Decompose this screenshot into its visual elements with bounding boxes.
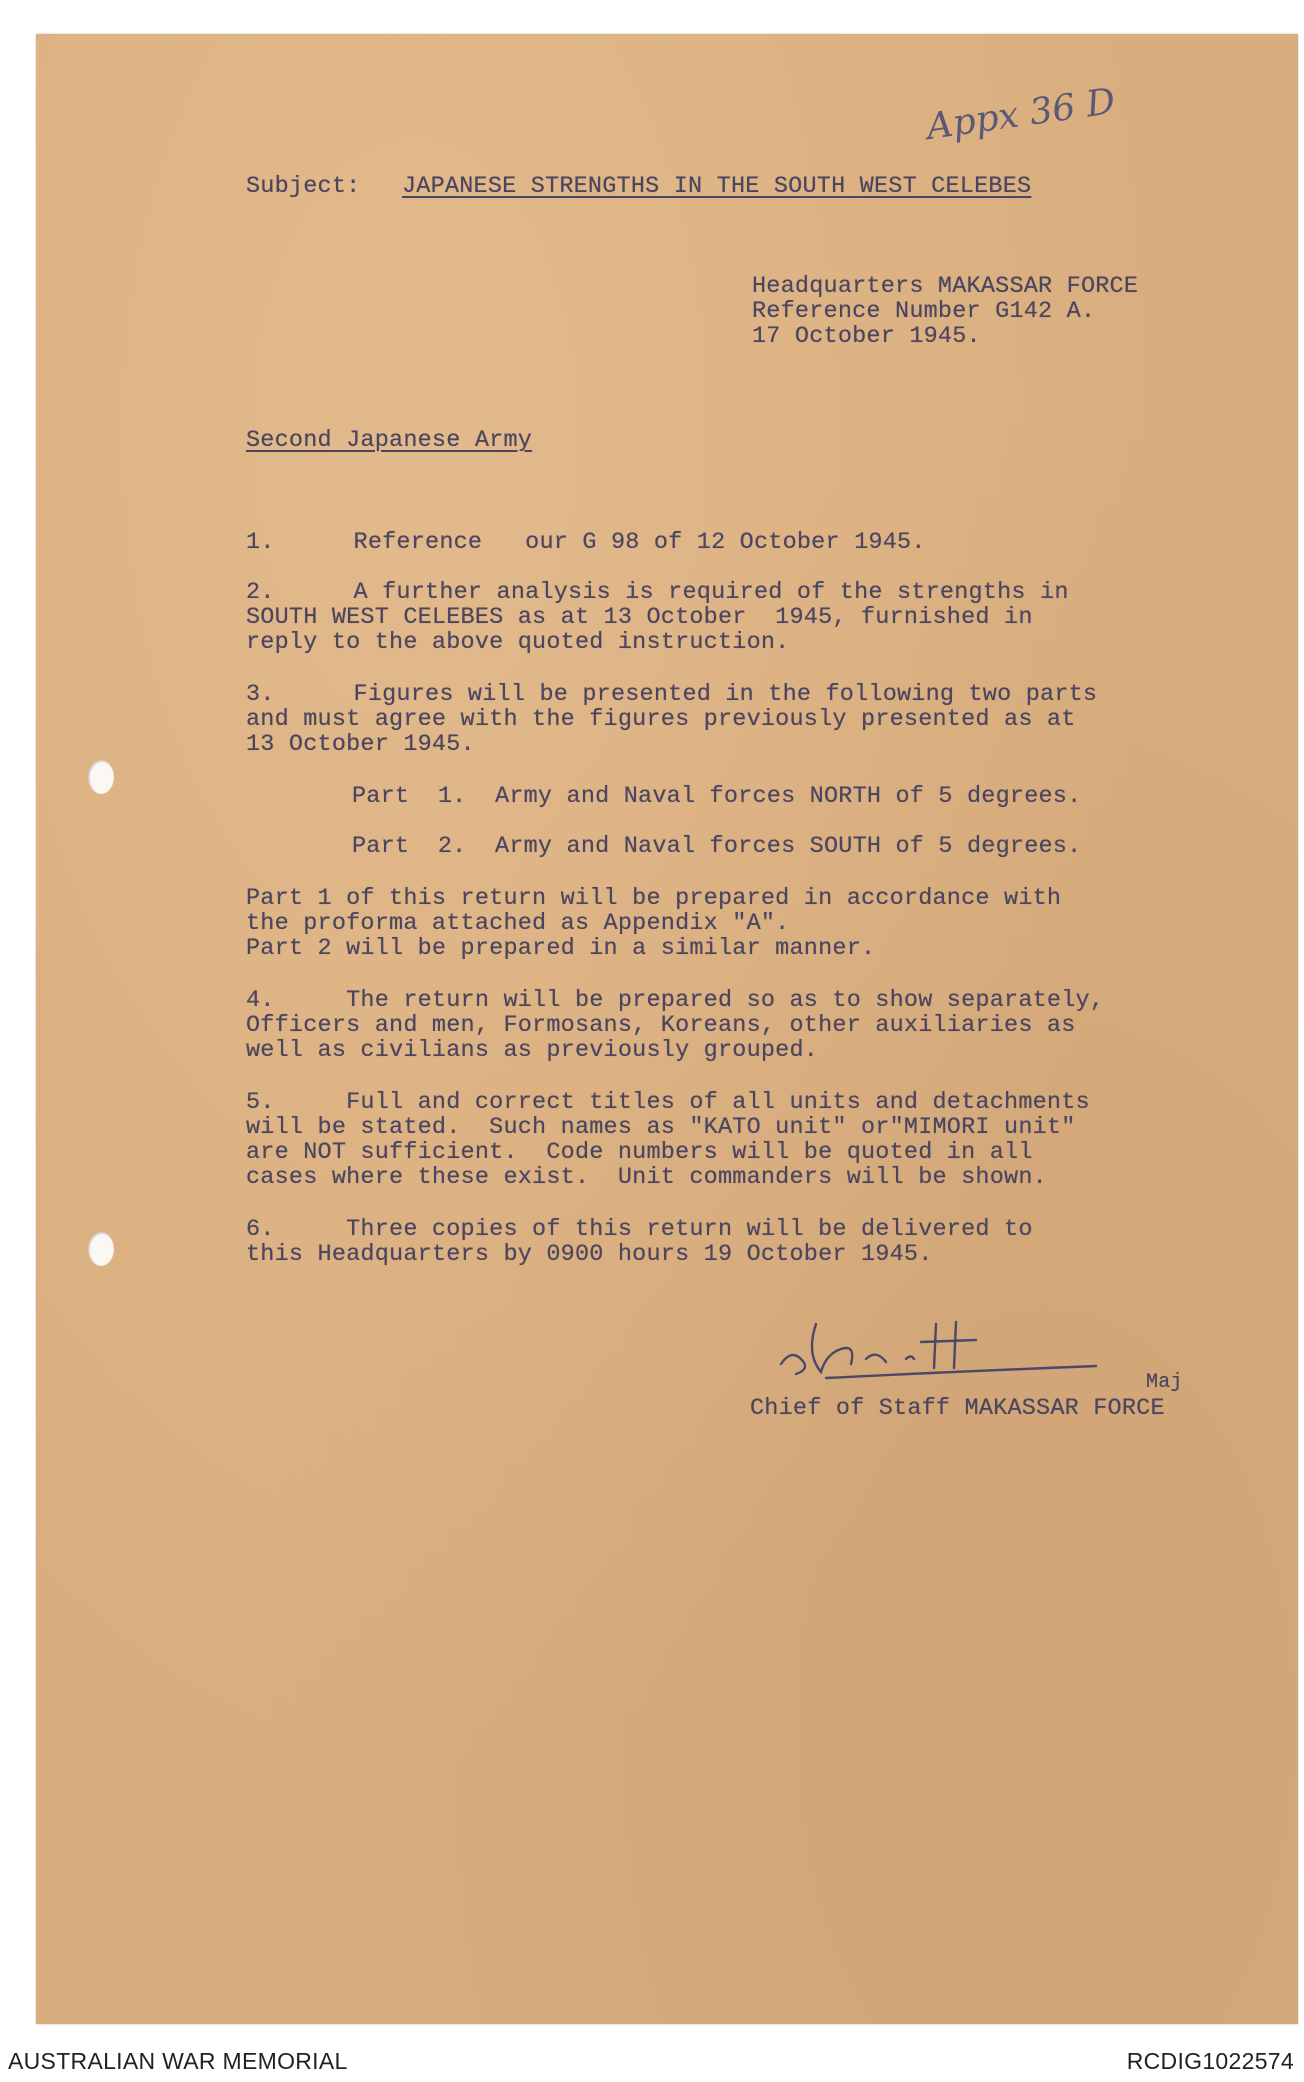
part-2-line: Part 2. Army and Naval forces SOUTH of 5 degrees. [352,833,1082,860]
footer-source: AUSTRALIAN WAR MEMORIAL [8,2048,348,2074]
para-2-number: 2. [246,579,275,606]
para-5-line: are NOT sufficient. Code numbers will be quoted in all [246,1139,1033,1166]
para-3-line: and must agree with the figures previously presented as at [246,706,1076,733]
para-2-line: reply to the above quoted instruction. [246,629,790,656]
document-sheet [36,34,1298,2024]
part-1-line: Part 1. Army and Naval forces NORTH of 5 degrees. [352,783,1082,810]
punch-hole [88,760,114,794]
section-title: Second Japanese Army [246,427,533,454]
para-5-line: cases where these exist. Unit commanders will be shown. [246,1164,1047,1191]
subject-label: Subject: [246,173,361,200]
sender-date: 17 October 1945. [752,323,981,350]
para-3-line: Figures will be presented in the following two parts [282,681,1098,708]
signature-rank: Maj [1146,1371,1183,1394]
signature-title: Chief of Staff MAKASSAR FORCE [750,1395,1165,1422]
para-5-line: 5. Full and correct titles of all units and detachments [246,1089,1090,1116]
para-4-line: 4. The return will be prepared so as to show separately, [246,987,1105,1014]
para-2-line: SOUTH WEST CELEBES as at 13 October 1945, furnished in [246,604,1033,631]
para-3-number: 3. [246,681,275,708]
sender-reference: Reference Number G142 A. [752,298,1096,325]
para-5-line: will be stated. Such names as "KATO unit" or"MIMORI unit" [246,1114,1076,1141]
punch-hole [88,1232,114,1266]
para-2-line: A further analysis is required of the strengths in [282,579,1069,606]
para-6-line: 6. Three copies of this return will be delivered to [246,1216,1033,1243]
sender-headquarters: Headquarters MAKASSAR FORCE [752,273,1139,300]
para-3-line: 13 October 1945. [246,731,475,758]
para-6-line: this Headquarters by 0900 hours 19 October 1945. [246,1241,933,1268]
para-4-line: well as civilians as previously grouped. [246,1037,819,1064]
parts-note-line: Part 2 will be prepared in a similar manner. [246,935,876,962]
para-4-line: Officers and men, Formosans, Koreans, other auxiliaries as [246,1012,1076,1039]
parts-note-line: Part 1 of this return will be prepared in accordance with [246,885,1062,912]
signature-scribble [766,1304,1126,1394]
subject-text: JAPANESE STRENGTHS IN THE SOUTH WEST CELEBES [402,173,1032,200]
footer-id: RCDIG1022574 [1126,2048,1294,2074]
handwritten-annotation: Appx 36 D [924,80,1118,149]
para-1-number: 1. [246,529,275,556]
parts-note-line: the proforma attached as Appendix "A". [246,910,790,937]
para-1-line: Reference our G 98 of 12 October 1945. [282,529,926,556]
